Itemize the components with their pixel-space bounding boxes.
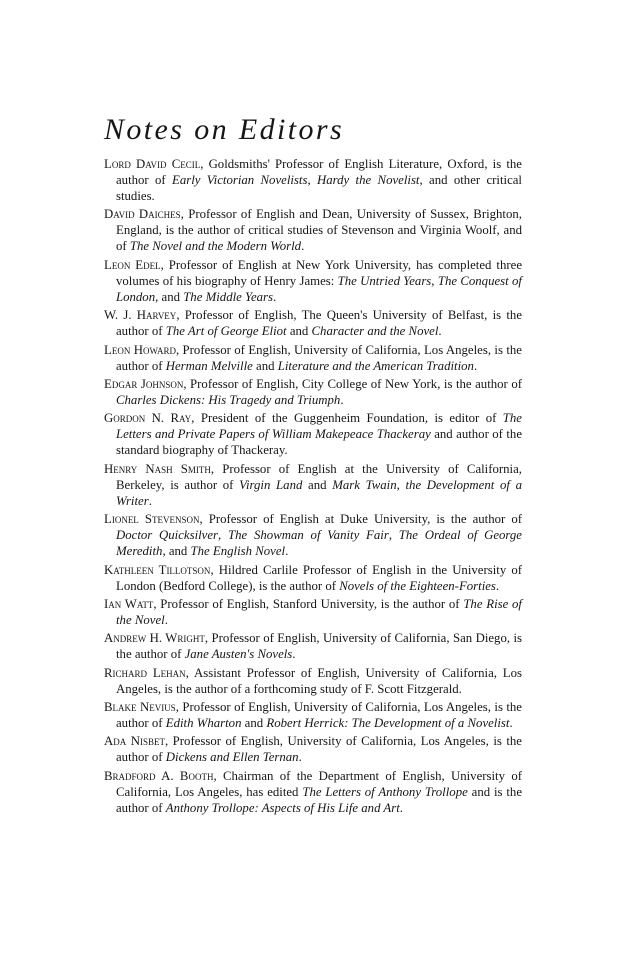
editor-name: Ian Watt xyxy=(104,596,154,611)
entry-text: . xyxy=(164,612,168,627)
editor-entry xyxy=(104,307,522,339)
book-title: Early Victorian Novelists xyxy=(172,173,308,187)
entry-text: , Professor of English at New York University, has completed three volumes of his biography of Henry James: xyxy=(116,257,522,288)
editor-entry xyxy=(104,562,522,594)
entry-text: , and xyxy=(155,289,184,304)
book-title: The Middle Years xyxy=(183,289,274,304)
entry-text: and xyxy=(286,324,312,339)
book-title: Doctor Quicksilver xyxy=(116,528,219,543)
editor-name: Edgar Johnson xyxy=(104,376,184,391)
editor-entry xyxy=(104,733,522,765)
editor-entry xyxy=(104,461,522,509)
entry-text: . xyxy=(509,716,513,731)
entry-text: , xyxy=(218,528,229,543)
editor-name: Ada Nisbet xyxy=(104,734,165,749)
entry-text: , Hildred Carlile Professor of English in the University of London (Bedford College), is the author of xyxy=(116,562,522,593)
entry-text: , Professor of English, University of California, Los Angeles, is the author of xyxy=(116,342,522,373)
entry-text: , Goldsmiths' Professor of English Literature, Oxford, is the author of xyxy=(116,157,522,187)
book-title: Mark Twain, the Development of a Writer xyxy=(116,477,522,508)
editor-notes-list xyxy=(104,156,522,816)
editor-entry xyxy=(104,156,522,204)
entry-text: , Assistant Professor of English, University of California, Los Angeles, is the author of a forthcoming study of F. Scott Fitzgerald. xyxy=(116,665,522,696)
entry-text: and xyxy=(241,716,267,731)
book-title: The Novel and the Modern World xyxy=(129,239,302,254)
editor-entry xyxy=(104,665,522,697)
editor-entry xyxy=(104,768,522,816)
editor-name: Leon Howard xyxy=(104,342,176,357)
editor-name: Bradford A. Booth xyxy=(104,768,214,783)
entry-text: , xyxy=(431,273,438,288)
page-title: Notes on Editors xyxy=(104,113,345,146)
editor-entry xyxy=(104,410,522,458)
book-title: The English Novel xyxy=(190,544,286,559)
entry-text: . xyxy=(301,239,305,254)
book-title: The Art of George Eliot xyxy=(165,324,287,339)
book-title: Hardy the Novelist xyxy=(317,173,420,187)
book-title: The Letters and Private Papers of William Makepeace Thackeray xyxy=(116,411,522,442)
entry-text: , xyxy=(307,173,317,187)
page-content xyxy=(104,112,522,818)
editor-name: Richard Lehan xyxy=(104,665,186,680)
book-title: Literature and the American Tradition xyxy=(277,358,474,373)
entry-text: . xyxy=(273,289,277,304)
editor-name: Blake Nevius xyxy=(104,700,176,715)
editor-entry xyxy=(104,596,522,628)
editor-name: David Daiches xyxy=(104,207,181,222)
entry-text: , Professor of English, The Queen's University of Belfast, is the author of xyxy=(116,308,522,339)
entry-text: , Professor of English at the University of California, Berkeley, is author of xyxy=(116,461,522,492)
book-title: Dickens and Ellen Ternan xyxy=(165,750,299,765)
entry-text: . xyxy=(340,392,344,407)
entry-text: . xyxy=(148,493,152,508)
editor-name: Andrew H. Wright xyxy=(104,631,205,646)
entry-text: , Professor of English, University of California, Los Angeles, is the author of xyxy=(116,700,522,731)
book-title: The Conquest of London xyxy=(116,273,522,304)
book-title: Robert Herrick: The Development of a Novelist xyxy=(266,716,510,731)
book-title: Charles Dickens: His Tragedy and Triumph xyxy=(116,392,341,407)
entry-text: , and other critical studies. xyxy=(116,173,522,203)
editor-entry xyxy=(104,511,522,559)
editor-entry xyxy=(104,630,522,662)
entry-text: . xyxy=(495,578,500,593)
book-title: Virgin Land xyxy=(239,477,303,492)
entry-text: , Chairman of the Department of English, University of California, Los Angeles, has edited xyxy=(116,768,522,799)
book-title: Jane Austen's Novels xyxy=(184,647,293,662)
editor-name: Lionel Stevenson xyxy=(104,512,200,527)
editor-name: W. J. Harvey xyxy=(104,308,177,323)
entry-text: , Professor of English, University of California, Los Angeles, is the author of xyxy=(116,734,522,765)
editor-name: Leon Edel xyxy=(104,257,161,272)
book-title: Anthony Trollope: Aspects of His Life and Art xyxy=(165,800,400,815)
editor-entry xyxy=(104,699,522,731)
editor-name: Kathleen Tillotson xyxy=(104,562,211,577)
entry-text: , Professor of English, City College of New York, is the author of xyxy=(183,376,522,391)
editor-entry xyxy=(104,206,522,254)
book-title: The Showman of Vanity Fair xyxy=(228,528,389,543)
book-title: The Letters of Anthony Trollope xyxy=(302,784,468,799)
entry-text: . xyxy=(285,544,289,559)
book-title: Edith Wharton xyxy=(165,716,242,731)
book-title: The Ordeal of George Meredith xyxy=(116,528,522,559)
entry-text: . xyxy=(399,800,403,815)
entry-text: and xyxy=(252,358,278,373)
entry-text: , Professor of English at Duke University, is the author of xyxy=(199,512,522,527)
entry-text: and xyxy=(302,477,333,492)
entry-text: and is the author of xyxy=(116,784,523,815)
entry-text: , President of the Guggenheim Foundation, is editor of xyxy=(191,411,503,426)
editor-name: Henry Nash Smith xyxy=(104,461,211,476)
editor-entry xyxy=(104,376,522,408)
entry-text: . xyxy=(473,358,478,373)
entry-text: . xyxy=(298,750,302,765)
book-title: Herman Melville xyxy=(165,358,253,373)
entry-text: , xyxy=(388,528,399,543)
entry-text: and author of the standard biography of Thackeray. xyxy=(116,427,523,458)
editor-entry xyxy=(104,257,522,305)
editor-name: Gordon N. Ray xyxy=(104,411,192,426)
book-title: Novels of the Eighteen-Forties xyxy=(339,578,496,593)
entry-text: , Professor of English, University of California, San Diego, is the author of xyxy=(116,631,522,662)
editor-name: Lord David Cecil xyxy=(104,157,201,171)
entry-text: . xyxy=(292,647,296,662)
book-title: The Untried Years xyxy=(337,273,432,288)
editor-entry xyxy=(104,342,522,374)
book-title: The Rise of the Novel xyxy=(116,596,522,627)
entry-text: , and xyxy=(162,544,191,559)
book-title: Character and the Novel xyxy=(311,324,439,339)
entry-text: , Professor of English and Dean, University of Sussex, Brighton, England, is the author of critical studies of Stevenson and Virginia Woolf, and of xyxy=(116,207,522,254)
entry-text: . xyxy=(438,324,442,339)
entry-text: , Professor of English, Stanford University, is the author of xyxy=(153,596,464,611)
